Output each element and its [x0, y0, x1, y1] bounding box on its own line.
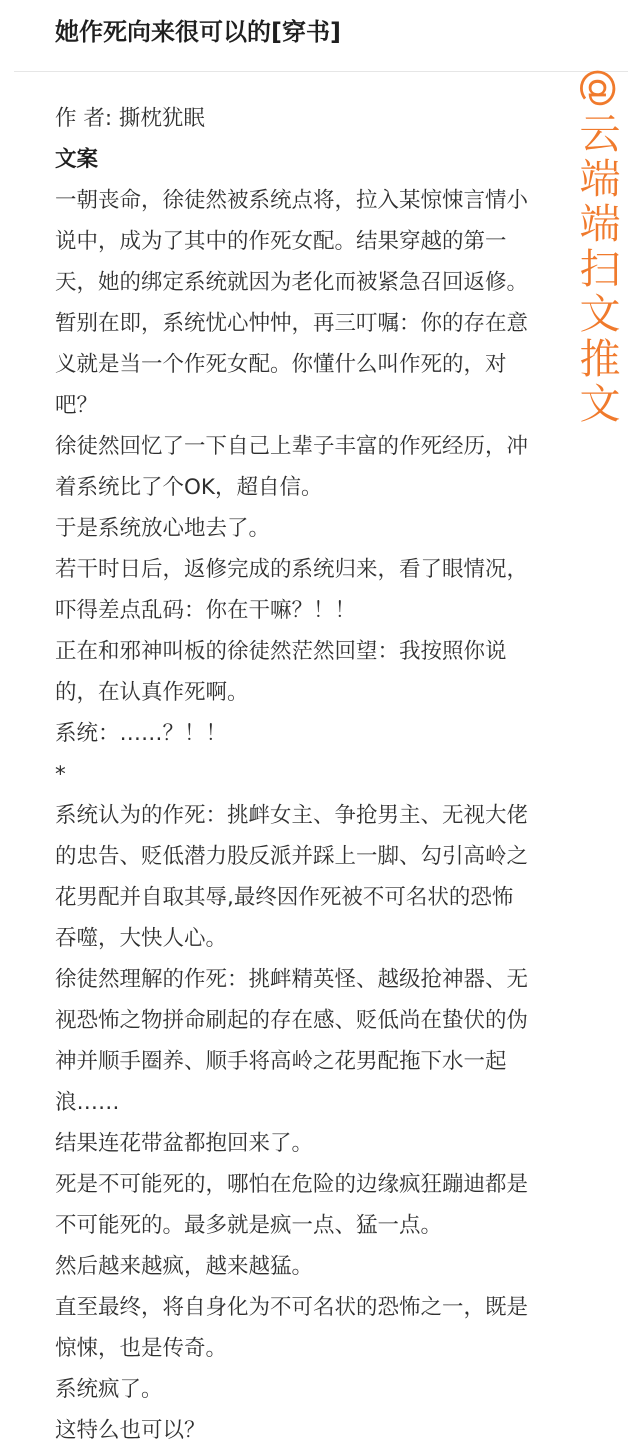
text-line: 于是系统放心地去了。	[55, 516, 271, 541]
author-line: 作 者: 撕枕犹眠	[55, 106, 205, 131]
text-line: 义就是当一个作死女配。你懂什么叫作死的，对	[55, 352, 507, 377]
text-line: 系统疯了。	[55, 1377, 163, 1402]
text-line: 正在和邪神叫板的徐徒然茫然回望：我按照你说	[55, 639, 507, 664]
watermark-char: 扫	[579, 245, 621, 293]
watermark-char: 云	[579, 110, 621, 158]
title-divider	[14, 71, 628, 72]
section-heading: 文案	[55, 147, 99, 172]
text-line: 然后越来越疯，越来越猛。	[55, 1254, 314, 1279]
text-line: 惊悚，也是传奇。	[55, 1336, 228, 1361]
text-line: 直至最终，将自身化为不可名状的恐怖之一，既是	[55, 1295, 529, 1320]
text-line: 死是不可能死的，哪怕在危险的边缘疯狂蹦迪都是	[55, 1172, 529, 1197]
text-line: 系统认为的作死：挑衅女主、争抢男主、无视大佬	[55, 803, 529, 828]
text-line: 花男配并自取其辱,最终因作死被不可名状的恐怖	[55, 885, 514, 910]
watermark-chars	[574, 112, 626, 427]
text-line: 结果连花带盆都抱回来了。	[55, 1131, 314, 1156]
watermark-char: 文	[579, 290, 621, 338]
watermark-char: 端	[579, 200, 621, 248]
text-line: 一朝丧命，徐徒然被系统点将，拉入某惊悚言情小	[55, 188, 529, 213]
article-body	[55, 98, 579, 1451]
text-line: 不可能死的。最多就是疯一点、猛一点。	[55, 1213, 443, 1238]
watermark	[574, 64, 626, 427]
watermark-char: 推	[579, 335, 621, 383]
watermark-char: 端	[579, 155, 621, 203]
text-line: 徐徒然理解的作死：挑衅精英怪、越级抢神器、无	[55, 967, 529, 992]
text-line: 系统：……？！！	[55, 721, 228, 746]
text-line: 视恐怖之物拼命刷起的存在感、贬低尚在蛰伏的伪	[55, 1008, 529, 1033]
text-line: 天，她的绑定系统就因为老化而被紧急召回返修。	[55, 270, 529, 295]
text-line: 浪……	[55, 1090, 120, 1115]
text-line: 说中，成为了其中的作死女配。结果穿越的第一	[55, 229, 507, 254]
text-line: 的，在认真作死啊。	[55, 680, 249, 705]
text-line: 吞噬，大快人心。	[55, 926, 228, 951]
watermark-at: @	[577, 68, 623, 108]
text-line: 暂别在即，系统忧心忡忡，再三叮嘱：你的存在意	[55, 311, 529, 336]
text-line: 吓得差点乱码：你在干嘛？！！	[55, 598, 357, 623]
text-line: 神并顺手圈养、顺手将高岭之花男配拖下水一起	[55, 1049, 507, 1074]
text-line: 着系统比了个OK，超自信。	[55, 475, 323, 500]
synopsis-lines	[55, 180, 579, 1451]
text-line: 若干时日后，返修完成的系统归来，看了眼情况，	[55, 557, 529, 582]
text-line: 这特么也可以？	[55, 1418, 206, 1443]
text-line: 吧？	[55, 393, 99, 418]
page-title: 她作死向来很可以的[穿书]	[55, 18, 341, 46]
text-line: 徐徒然回忆了一下自己上辈子丰富的作死经历，冲	[55, 434, 529, 459]
watermark-char: 文	[579, 380, 621, 428]
text-line: 的忠告、贬低潜力股反派并踩上一脚、勾引高岭之	[55, 844, 529, 869]
text-line: *	[55, 762, 66, 787]
